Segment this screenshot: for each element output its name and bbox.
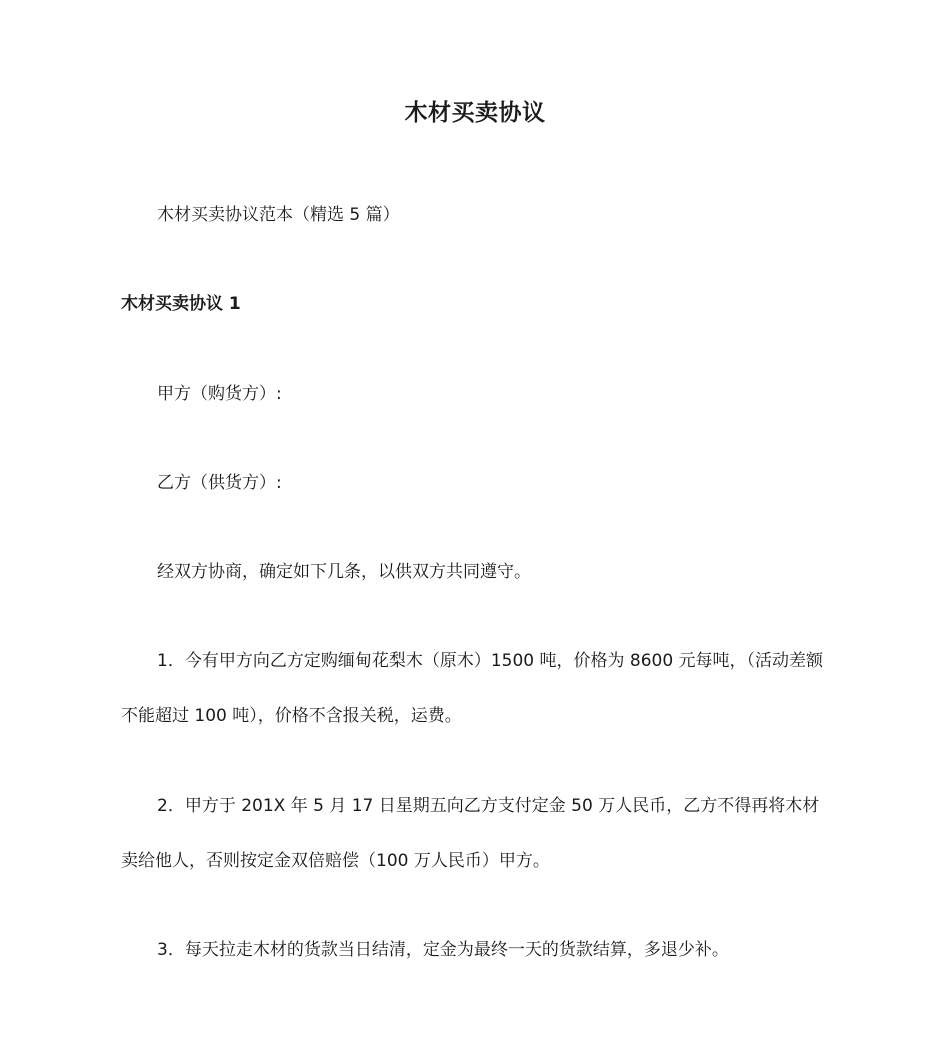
party-b-line: 乙方（供货方）: xyxy=(157,473,282,493)
document-subtitle: 木材买卖协议范本（精选 5 篇） xyxy=(157,205,400,225)
clause-3: 3．每天拉走木材的货款当日结清，定金为最终一天的货款结算，多退少补。 xyxy=(157,940,729,960)
party-a-line: 甲方（购货方）: xyxy=(157,384,282,404)
section-heading: 木材买卖协议 1 xyxy=(121,294,241,314)
clause-2: 2．甲方于 201X 年 5 月 17 日星期五向乙方支付定金 50 万人民币，乙方不得再将木材卖给他人，否则按定金双倍赔偿（100 万人民币）甲方。 xyxy=(121,796,820,871)
intro-paragraph: 经双方协商，确定如下几条，以供双方共同遵守。 xyxy=(157,562,531,582)
clause-1: 1．今有甲方向乙方定购缅甸花梨木（原木）1500 吨，价格为 8600 元每吨，（活动差额不能超过 100 吨），价格不含报关税，运费。 xyxy=(121,651,824,726)
document-title: 木材买卖协议 xyxy=(404,100,546,126)
